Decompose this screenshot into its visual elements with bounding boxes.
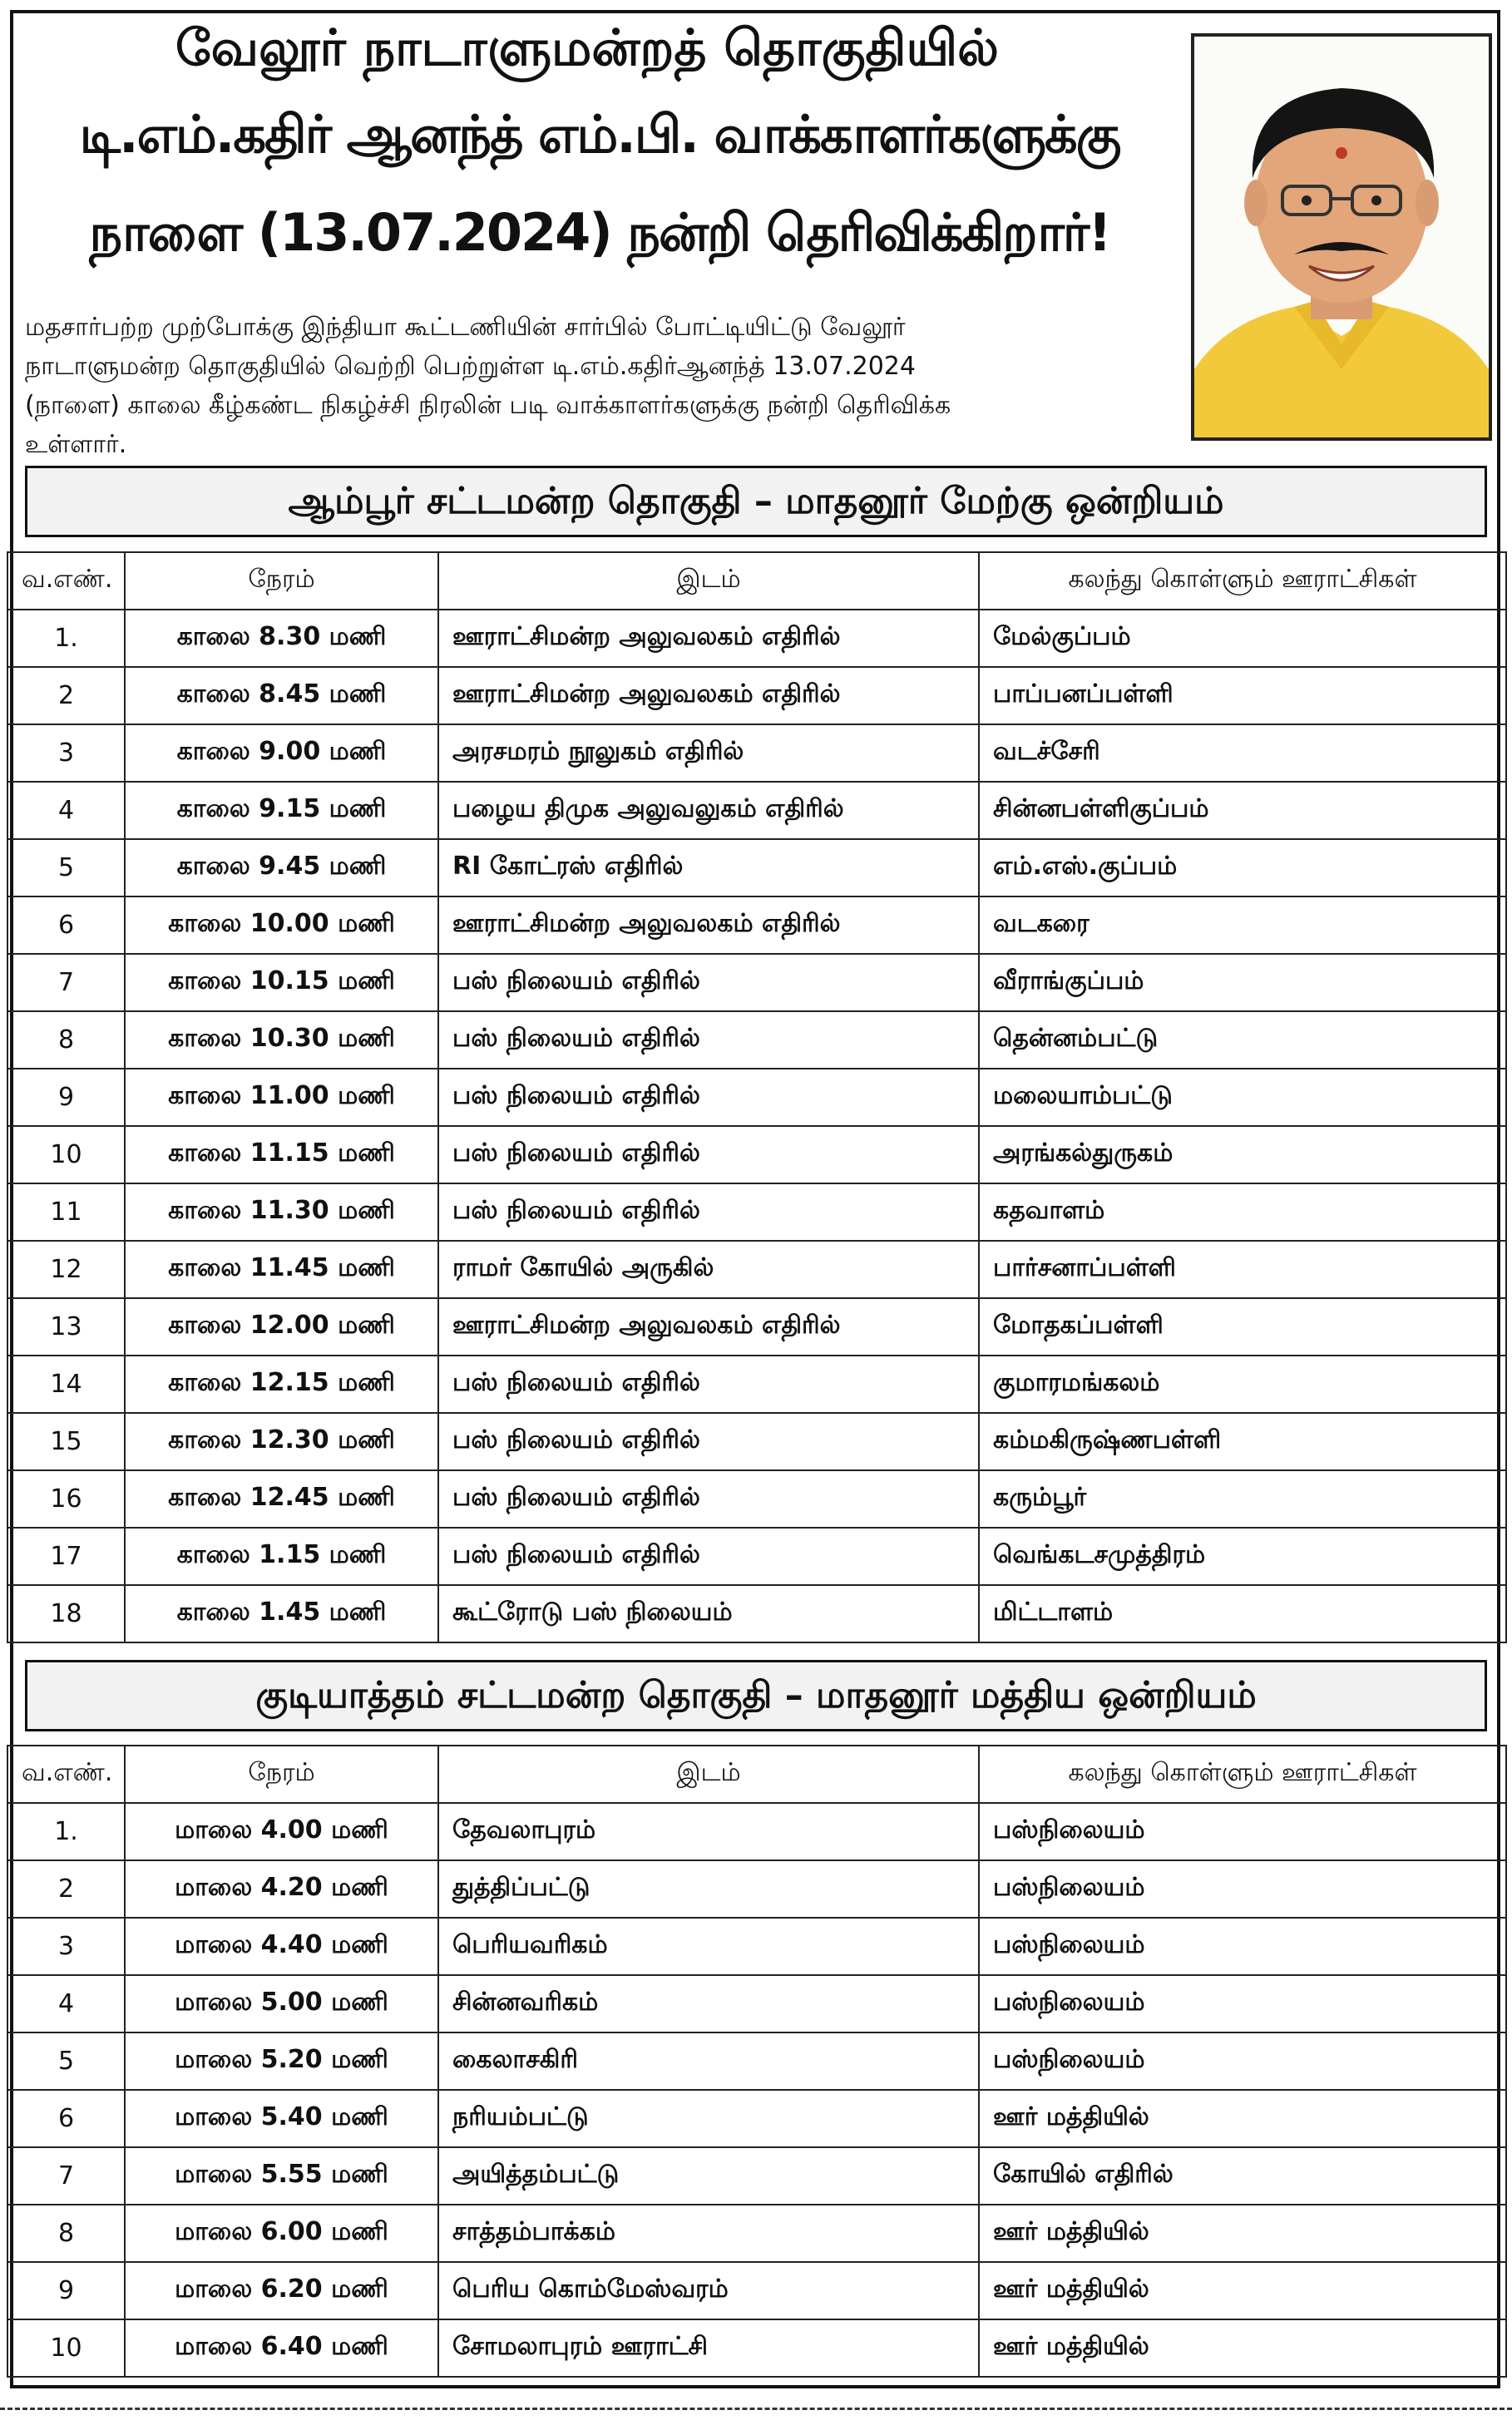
cell-time: காலை 9.00 மணி bbox=[125, 724, 438, 782]
cell-village: பாப்பனப்பள்ளி bbox=[979, 667, 1506, 724]
cell-village: பஸ்நிலையம் bbox=[979, 2032, 1506, 2090]
cell-place: பழைய திமுக அலுவலுகம் எதிரில் bbox=[438, 782, 979, 839]
col-header-time: நேரம் bbox=[125, 1746, 438, 1803]
cell-number: 8 bbox=[7, 2205, 125, 2262]
cell-village: வடகரை bbox=[979, 896, 1506, 954]
table-row bbox=[7, 724, 1506, 782]
cell-time: மாலை 5.20 மணி bbox=[125, 2032, 438, 2090]
col-header-place: இடம் bbox=[438, 552, 979, 610]
cell-village: சின்னபள்ளிகுப்பம் bbox=[979, 782, 1506, 839]
cell-number: 5 bbox=[7, 839, 125, 896]
headline-line-2: டி.எம்.கதிர் ஆனந்த் எம்.பி. வாக்காளர்களுக்கு bbox=[79, 104, 1120, 165]
cell-place: ஊராட்சிமன்ற அலுவலகம் எதிரில் bbox=[438, 610, 979, 667]
table-row bbox=[7, 1241, 1506, 1298]
cell-place: துத்திப்பட்டு bbox=[438, 1860, 979, 1918]
table-row bbox=[7, 1585, 1506, 1642]
cell-village: எம்.எஸ்.குப்பம் bbox=[979, 839, 1506, 896]
col-header-number: வ.எண். bbox=[7, 1746, 125, 1803]
cell-place: சின்னவரிகம் bbox=[438, 1975, 979, 2032]
cell-time: காலை 9.15 மணி bbox=[125, 782, 438, 839]
cell-place: பஸ் நிலையம் எதிரில் bbox=[438, 1528, 979, 1585]
cell-village: குமாரமங்கலம் bbox=[979, 1356, 1506, 1413]
cell-village: மேல்குப்பம் bbox=[979, 610, 1506, 667]
cell-place: பஸ் நிலையம் எதிரில் bbox=[438, 954, 979, 1011]
cell-number: 4 bbox=[7, 782, 125, 839]
cell-time: காலை 11.15 மணி bbox=[125, 1126, 438, 1183]
cell-time: மாலை 5.00 மணி bbox=[125, 1975, 438, 2032]
cell-time: காலை 10.15 மணி bbox=[125, 954, 438, 1011]
table-row bbox=[7, 1011, 1506, 1069]
cell-number: 3 bbox=[7, 1918, 125, 1975]
col-header-place: இடம் bbox=[438, 1746, 979, 1803]
cell-number: 2 bbox=[7, 667, 125, 724]
col-header-number: வ.எண். bbox=[7, 552, 125, 610]
table-row bbox=[7, 2147, 1506, 2205]
cell-village: பஸ்நிலையம் bbox=[979, 1860, 1506, 1918]
cell-place: கைலாசகிரி bbox=[438, 2032, 979, 2090]
table-row bbox=[7, 1069, 1506, 1126]
cell-time: மாலை 4.00 மணி bbox=[125, 1803, 438, 1860]
table-row bbox=[7, 1918, 1506, 1975]
table-row bbox=[7, 954, 1506, 1011]
table-row bbox=[7, 2032, 1506, 2090]
table-row bbox=[7, 1413, 1506, 1470]
table-row bbox=[7, 610, 1506, 667]
cell-number: 7 bbox=[7, 2147, 125, 2205]
cell-time: காலை 11.00 மணி bbox=[125, 1069, 438, 1126]
cell-time: மாலை 6.40 மணி bbox=[125, 2319, 438, 2377]
cell-village: ஊர் மத்தியில் bbox=[979, 2205, 1506, 2262]
cell-time: காலை 11.45 மணி bbox=[125, 1241, 438, 1298]
cell-place: பஸ் நிலையம் எதிரில் bbox=[438, 1356, 979, 1413]
table-row bbox=[7, 896, 1506, 954]
cell-number: 15 bbox=[7, 1413, 125, 1470]
cell-village: கரும்பூர் bbox=[979, 1470, 1506, 1528]
table-row bbox=[7, 1183, 1506, 1241]
col-header-villages: கலந்து கொள்ளும் ஊராட்சிகள் bbox=[979, 552, 1506, 610]
cell-number: 6 bbox=[7, 896, 125, 954]
table-row bbox=[7, 782, 1506, 839]
cell-time: காலை 1.45 மணி bbox=[125, 1585, 438, 1642]
cell-place: பெரிய கொம்மேஸ்வரம் bbox=[438, 2262, 979, 2319]
cell-place: RI கோட்ரஸ் எதிரில் bbox=[438, 839, 979, 896]
cell-place: ராமர் கோயில் அருகில் bbox=[438, 1241, 979, 1298]
cell-place: சாத்தம்பாக்கம் bbox=[438, 2205, 979, 2262]
cell-number: 3 bbox=[7, 724, 125, 782]
table-header-row bbox=[7, 552, 1506, 610]
schedule-table-1 bbox=[7, 551, 1507, 1643]
cell-time: காலை 12.45 மணி bbox=[125, 1470, 438, 1528]
table-row bbox=[7, 839, 1506, 896]
cell-time: மாலை 4.40 மணி bbox=[125, 1918, 438, 1975]
schedule-table-2 bbox=[7, 1745, 1507, 2378]
cell-village: வடச்சேரி bbox=[979, 724, 1506, 782]
cell-village: ஊர் மத்தியில் bbox=[979, 2262, 1506, 2319]
table-row bbox=[7, 2205, 1506, 2262]
cell-village: தென்னம்பட்டு bbox=[979, 1011, 1506, 1069]
cell-time: காலை 9.45 மணி bbox=[125, 839, 438, 896]
table-row bbox=[7, 1470, 1506, 1528]
table-row bbox=[7, 2262, 1506, 2319]
cell-number: 18 bbox=[7, 1585, 125, 1642]
cell-time: மாலை 4.20 மணி bbox=[125, 1860, 438, 1918]
cell-village: பஸ்நிலையம் bbox=[979, 1975, 1506, 2032]
cell-time: காலை 1.15 மணி bbox=[125, 1528, 438, 1585]
cell-time: காலை 12.00 மணி bbox=[125, 1298, 438, 1356]
cell-number: 16 bbox=[7, 1470, 125, 1528]
cell-number: 10 bbox=[7, 2319, 125, 2377]
table-row bbox=[7, 1860, 1506, 1918]
cell-village: அரங்கல்துருகம் bbox=[979, 1126, 1506, 1183]
col-header-villages: கலந்து கொள்ளும் ஊராட்சிகள் bbox=[979, 1746, 1506, 1803]
cell-place: பெரியவரிகம் bbox=[438, 1918, 979, 1975]
cell-place: பஸ் நிலையம் எதிரில் bbox=[438, 1011, 979, 1069]
table-row bbox=[7, 1126, 1506, 1183]
cell-village: வீராங்குப்பம் bbox=[979, 954, 1506, 1011]
table-row bbox=[7, 2319, 1506, 2377]
cell-time: காலை 8.45 மணி bbox=[125, 667, 438, 724]
cell-place: கூட்ரோடு பஸ் நிலையம் bbox=[438, 1585, 979, 1642]
table-row bbox=[7, 1803, 1506, 1860]
schedule-table-1-body bbox=[7, 610, 1506, 1642]
cell-time: காலை 10.00 மணி bbox=[125, 896, 438, 954]
cell-number: 10 bbox=[7, 1126, 125, 1183]
cell-time: காலை 8.30 மணி bbox=[125, 610, 438, 667]
cell-village: மிட்டாளம் bbox=[979, 1585, 1506, 1642]
cell-village: கம்மகிருஷ்ணபள்ளி bbox=[979, 1413, 1506, 1470]
cell-number: 9 bbox=[7, 2262, 125, 2319]
cell-place: சோமலாபுரம் ஊராட்சி bbox=[438, 2319, 979, 2377]
cell-number: 9 bbox=[7, 1069, 125, 1126]
cell-number: 11 bbox=[7, 1183, 125, 1241]
intro-line-3: (நாளை) காலை கீழ்கண்ட நிகழ்ச்சி நிரலின் படி வாக்காளர்களுக்கு நன்றி தெரிவிக்க bbox=[25, 391, 951, 420]
cell-place: ஊராட்சிமன்ற அலுவலகம் எதிரில் bbox=[438, 667, 979, 724]
cell-number: 14 bbox=[7, 1356, 125, 1413]
cell-place: அயித்தம்பட்டு bbox=[438, 2147, 979, 2205]
cell-time: மாலை 6.00 மணி bbox=[125, 2205, 438, 2262]
cell-time: மாலை 5.40 மணி bbox=[125, 2090, 438, 2147]
cell-place: பஸ் நிலையம் எதிரில் bbox=[438, 1126, 979, 1183]
cell-number: 2 bbox=[7, 1860, 125, 1918]
intro-line-1: மதசார்பற்ற முற்போக்கு இந்தியா கூட்டணியின் சார்பில் போட்டியிட்டு வேலூர் bbox=[25, 313, 906, 342]
cell-number: 7 bbox=[7, 954, 125, 1011]
cell-village: மோதகப்பள்ளி bbox=[979, 1298, 1506, 1356]
cell-time: காலை 11.30 மணி bbox=[125, 1183, 438, 1241]
table-row bbox=[7, 1528, 1506, 1585]
cell-village: மலையாம்பட்டு bbox=[979, 1069, 1506, 1126]
table-row bbox=[7, 1975, 1506, 2032]
table-row bbox=[7, 1356, 1506, 1413]
cell-place: நரியம்பட்டு bbox=[438, 2090, 979, 2147]
table-row bbox=[7, 2090, 1506, 2147]
cell-village: ஊர் மத்தியில் bbox=[979, 2319, 1506, 2377]
headline-line-3: நாளை (13.07.2024) நன்றி தெரிவிக்கிறார்! bbox=[89, 202, 1110, 263]
headline-line-1: வேலூர் நாடாளுமன்றத் தொகுதியில் bbox=[175, 19, 999, 77]
cell-number: 6 bbox=[7, 2090, 125, 2147]
cell-time: காலை 12.30 மணி bbox=[125, 1413, 438, 1470]
schedule-table-2-body bbox=[7, 1803, 1506, 2377]
cell-number: 1. bbox=[7, 1803, 125, 1860]
cell-village: பார்சனாப்பள்ளி bbox=[979, 1241, 1506, 1298]
mp-portrait-photo bbox=[1191, 33, 1492, 441]
cell-village: பஸ்நிலையம் bbox=[979, 1918, 1506, 1975]
cell-village: ஊர் மத்தியில் bbox=[979, 2090, 1506, 2147]
section-1-title: ஆம்பூர் சட்டமன்ற தொகுதி – மாதனூர் மேற்கு ஒன்றியம் bbox=[25, 466, 1487, 537]
cell-number: 8 bbox=[7, 1011, 125, 1069]
cell-time: மாலை 6.20 மணி bbox=[125, 2262, 438, 2319]
cell-village: கதவாளம் bbox=[979, 1183, 1506, 1241]
intro-line-4: உள்ளார். bbox=[25, 430, 127, 459]
cell-number: 12 bbox=[7, 1241, 125, 1298]
intro-paragraph bbox=[25, 308, 1173, 464]
cell-number: 4 bbox=[7, 1975, 125, 2032]
cell-time: காலை 12.15 மணி bbox=[125, 1356, 438, 1413]
cell-place: அரசமரம் நூலுகம் எதிரில் bbox=[438, 724, 979, 782]
cell-place: ஊராட்சிமன்ற அலுவலகம் எதிரில் bbox=[438, 896, 979, 954]
cell-number: 13 bbox=[7, 1298, 125, 1356]
cell-place: பஸ் நிலையம் எதிரில் bbox=[438, 1069, 979, 1126]
cell-number: 17 bbox=[7, 1528, 125, 1585]
cut-line-divider bbox=[0, 2408, 1512, 2410]
cell-number: 1. bbox=[7, 610, 125, 667]
table-row bbox=[7, 1298, 1506, 1356]
table-row bbox=[7, 667, 1506, 724]
cell-village: கோயில் எதிரில் bbox=[979, 2147, 1506, 2205]
col-header-time: நேரம் bbox=[125, 552, 438, 610]
cell-place: பஸ் நிலையம் எதிரில் bbox=[438, 1413, 979, 1470]
cell-village: பஸ்நிலையம் bbox=[979, 1803, 1506, 1860]
table-header-row bbox=[7, 1746, 1506, 1803]
cell-place: ஊராட்சிமன்ற அலுவலகம் எதிரில் bbox=[438, 1298, 979, 1356]
cell-number: 5 bbox=[7, 2032, 125, 2090]
cell-time: காலை 10.30 மணி bbox=[125, 1011, 438, 1069]
cell-village: வெங்கடசமுத்திரம் bbox=[979, 1528, 1506, 1585]
cell-time: மாலை 5.55 மணி bbox=[125, 2147, 438, 2205]
section-2-title: குடியாத்தம் சட்டமன்ற தொகுதி – மாதனூர் மத்திய ஒன்றியம் bbox=[25, 1660, 1487, 1731]
intro-line-2: நாடாளுமன்ற தொகுதியில் வெற்றி பெற்றுள்ள டி.எம்.கதிர்ஆனந்த் 13.07.2024 bbox=[25, 352, 916, 381]
cell-place: பஸ் நிலையம் எதிரில் bbox=[438, 1470, 979, 1528]
cell-place: தேவலாபுரம் bbox=[438, 1803, 979, 1860]
cell-place: பஸ் நிலையம் எதிரில் bbox=[438, 1183, 979, 1241]
